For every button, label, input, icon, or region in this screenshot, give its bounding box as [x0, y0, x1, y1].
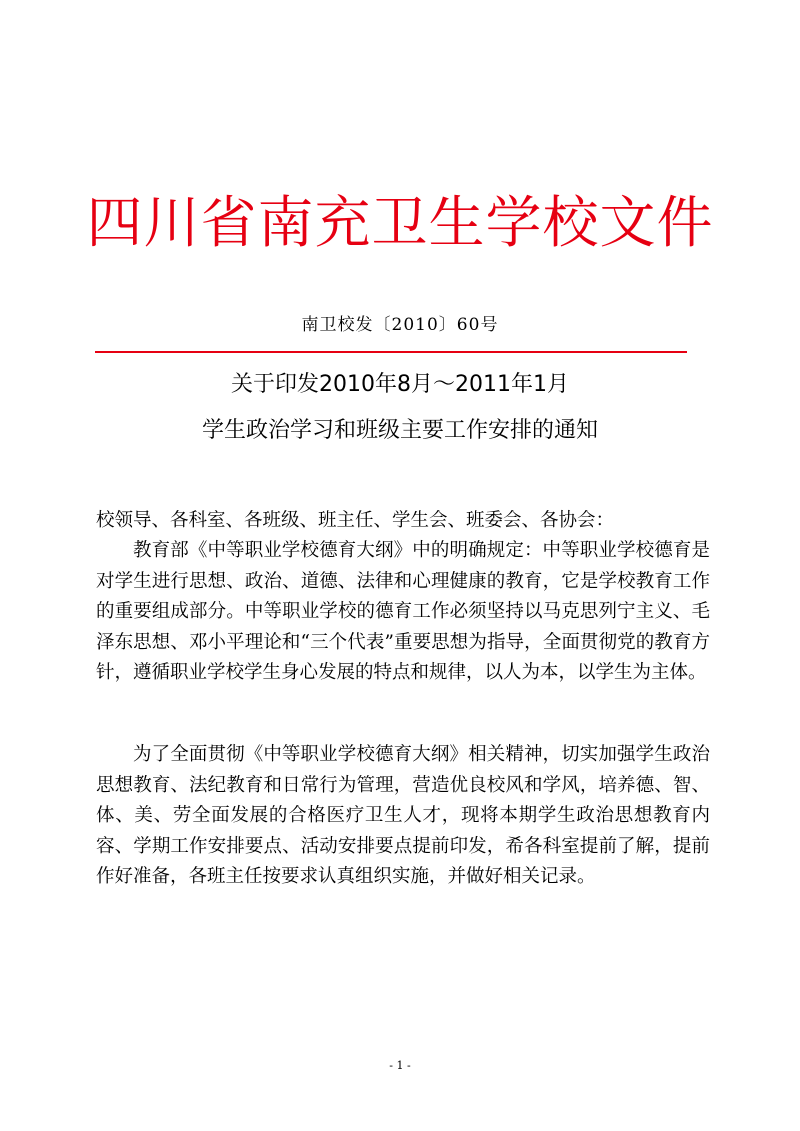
- body-paragraph-1: 教育部《中等职业学校德育大纲》中的明确规定：中等职业学校德育是对学生进行思想、政治、道德、法律和心理健康的教育，它是学校教育工作的重要组成部分。中等职业学校的德育工作必须坚持以马克思列宁主义、毛泽东思想、邓小平理论和“三个代表”重要思想为指导，全面贯彻党的教育方针，遵循职业学校学生身心发展的特点和规律，以人为本，以学生为主体。: [96, 540, 710, 683]
- body-paragraph-2: 为了全面贯彻《中等职业学校德育大纲》相关精神，切实加强学生政治思想教育、法纪教育和日常行为管理，营造优良校风和学风，培养德、智、体、美、劳全面发展的合格医疗卫生人才，现将本期学生政治思想教育内容、学期工作安排要点、活动安排要点提前印发，希各科室提前了解，提前作好准备，各班主任按要求认真组织实施，并做好相关记录。: [96, 744, 710, 887]
- document-number: 南卫校发〔2010〕60号: [301, 315, 499, 335]
- masthead-title: 四川省南充卫生学校文件: [86, 191, 714, 256]
- red-divider-line: [95, 351, 687, 353]
- notice-title-line-1: 关于印发2010年8月～2011年1月: [231, 372, 569, 397]
- addressee-line: 校领导、各科室、各班级、班主任、学生会、班委会、各协会：: [96, 510, 615, 531]
- page-number: - 1 -: [389, 1059, 411, 1072]
- notice-title-line-2: 学生政治学习和班级主要工作安排的通知: [201, 418, 598, 443]
